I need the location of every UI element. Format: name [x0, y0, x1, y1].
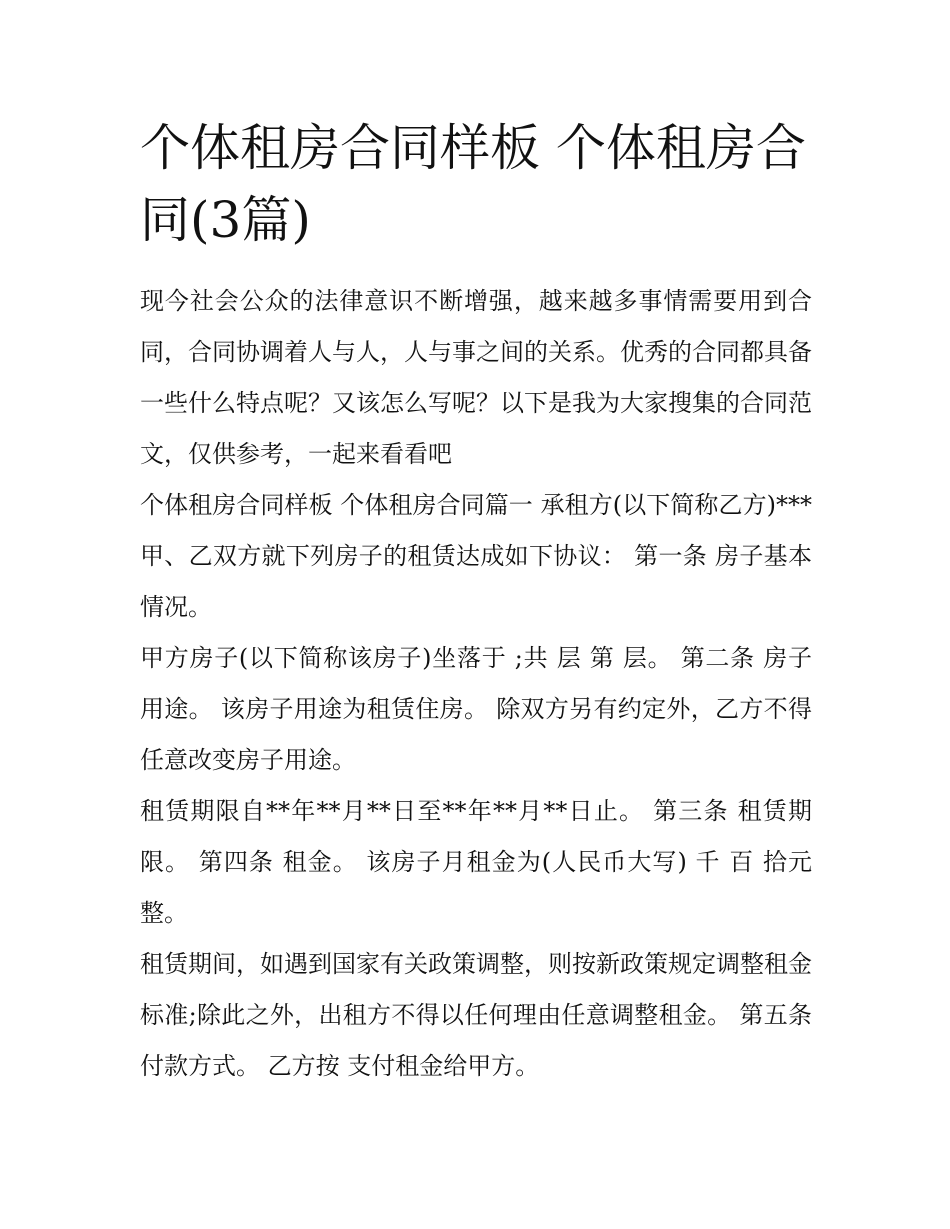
paragraph-rent-adjustment: 租赁期间，如遇到国家有关政策调整，则按新政策规定调整租金标准;除此之外，出租方不得以任何理由任意调整租金。 第五条 付款方式。 乙方按 支付租金给甲方。 — [140, 950, 812, 1080]
paragraph-contract-1: 个体租房合同样板 个体租房合同篇一 承租方(以下简称乙方)*** 甲、乙双方就下列房子的租赁达成如下协议： 第一条 房子基本情况。 — [140, 491, 812, 621]
paragraph-intro: 现今社会公众的法律意识不断增强，越来越多事情需要用到合同，合同协调着人与人，人与事之间的关系。优秀的合同都具备一些什么特点呢？又该怎么写呢？以下是我为大家搜集的合同范文，仅供参考，一起来看看吧 — [140, 287, 812, 468]
document-title: 个体租房合同样板 个体租房合同(3篇) — [140, 119, 806, 249]
paragraph-house-use: 甲方房子(以下简称该房子)坐落于 ;共 层 第 层。 第二条 房子用途。 该房子用途为租赁住房。 除双方另有约定外，乙方不得任意改变房子用途。 — [140, 644, 812, 774]
paragraph-lease-term: 租赁期限自**年**月**日至**年**月**日止。 第三条 租赁期限。 第四条 租金。 该房子月租金为(人民币大写) 千 百 拾元整。 — [140, 797, 812, 927]
document-page — [140, 112, 812, 1092]
